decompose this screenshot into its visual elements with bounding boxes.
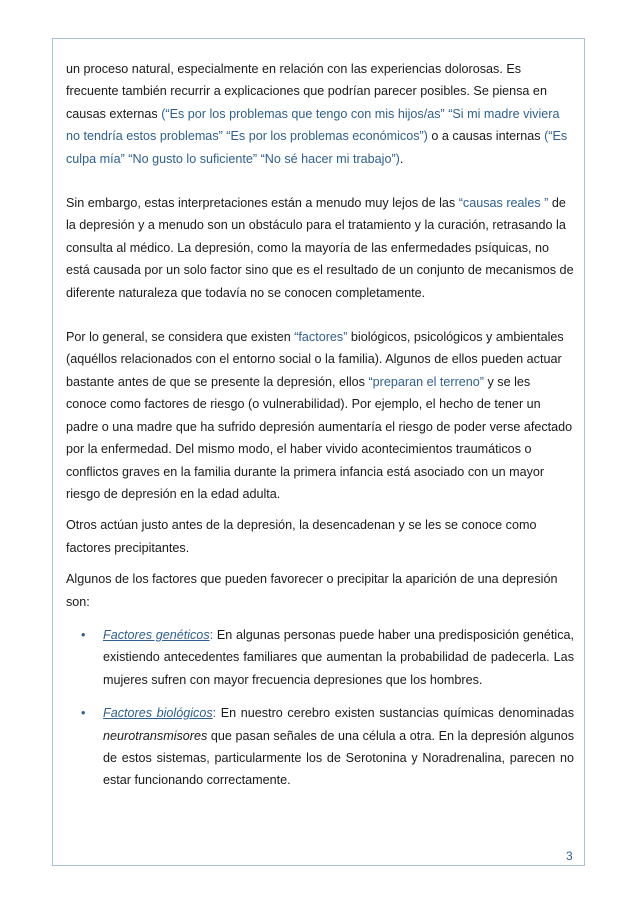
factor-title-genetic: Factores genéticos xyxy=(103,627,210,642)
factor-text: que pasan señales de una célula a otra. En la depresión algunos de estos sistemas, particularmente los de Serotonina y Noradrenalina, parecen no estar funcionando correctamente. xyxy=(103,728,574,788)
paragraph-5: Algunos de los factores que pueden favorecer o precipitar la aparición de una depresión son: xyxy=(66,572,558,609)
factor-title-biological: Factores biológicos xyxy=(103,706,213,721)
quote-internal-causes: (“Es culpa mía” “No gusto lo suficiente” “No sé hacer mi trabajo”) xyxy=(66,129,568,166)
text-span: . xyxy=(399,151,404,166)
highlight-causas-reales: “causas reales ” xyxy=(458,196,549,211)
factor-separator: : xyxy=(209,627,214,642)
factors-list xyxy=(66,624,574,792)
paragraph-2 xyxy=(66,192,574,304)
bullet-icon: • xyxy=(81,627,86,642)
page-number: 3 xyxy=(566,849,573,863)
highlight-factores: “factores” xyxy=(294,330,348,345)
factor-text: En nuestro cerebro existen sustancias químicas denominadas xyxy=(216,706,574,721)
paragraph-3 xyxy=(66,326,574,505)
factor-text: En algunas personas puede haber una predisposición genética, existiendo antecedentes familiares que aumentan la probabilidad de padecerla. Las mujeres sufren con mayor frecuencia depresiones que los hombres. xyxy=(103,627,574,687)
term-neurotransmisores: neurotransmisores xyxy=(103,728,208,743)
paragraph-4: Otros actúan justo antes de la depresión, la desencadenan y se les se conoce como factores precipitantes. xyxy=(66,518,537,555)
text-span: de la depresión y a menudo son un obstáculo para el tratamiento y la curación, retrasando la consulta al médico. La depresión, como la mayoría de las enfermedades psíquicas, no está causada por un solo factor sino que es el resultado de un conjunto de mecanismos de diferente naturaleza que todavía no se conocen completamente. xyxy=(66,196,574,300)
list-item-genetic-factors xyxy=(66,624,574,691)
document-body xyxy=(66,58,574,792)
text-span: y se les conoce como factores de riesgo (o vulnerabilidad). Por ejemplo, el hecho de tener un padre o una madre que ha sufrido depresión aumentaría el riesgo de poder verse afectado por la enfermedad. Del mismo modo, el haber vivido acontecimientos traumáticos o conflictos graves en la familia durante la primera infancia está asociado con un mayor riesgo de depresión en la edad adulta. xyxy=(66,374,573,501)
factor-separator: : xyxy=(212,706,217,721)
text-span: biológicos, psicológicos y ambientales (aquéllos relacionados con el entorno social o la familia). Algunos de ellos pueden actuar bastante antes de que se presente la depresión, ellos xyxy=(66,330,564,389)
text-span: Por lo general, se considera que existen xyxy=(66,330,295,345)
paragraph-1 xyxy=(66,58,574,170)
text-span: un proceso natural, especialmente en relación con las experiencias dolorosas. Es frecuente también recurrir a explicaciones que podrían parecer posibles. Se piensa en causas externas xyxy=(66,62,547,121)
bullet-icon: • xyxy=(81,706,86,721)
list-item-biological-factors xyxy=(66,702,574,792)
quote-external-causes: (“Es por los problemas que tengo con mis hijos/as” “Si mi madre viviera no tendría estos problemas” “Es por los problemas económicos”) xyxy=(66,106,560,144)
text-span: Sin embargo, estas interpretaciones están a menudo muy lejos de las xyxy=(66,196,459,211)
text-span: o a causas internas xyxy=(427,129,545,144)
highlight-preparan-terreno: “preparan el terreno” xyxy=(368,374,484,389)
